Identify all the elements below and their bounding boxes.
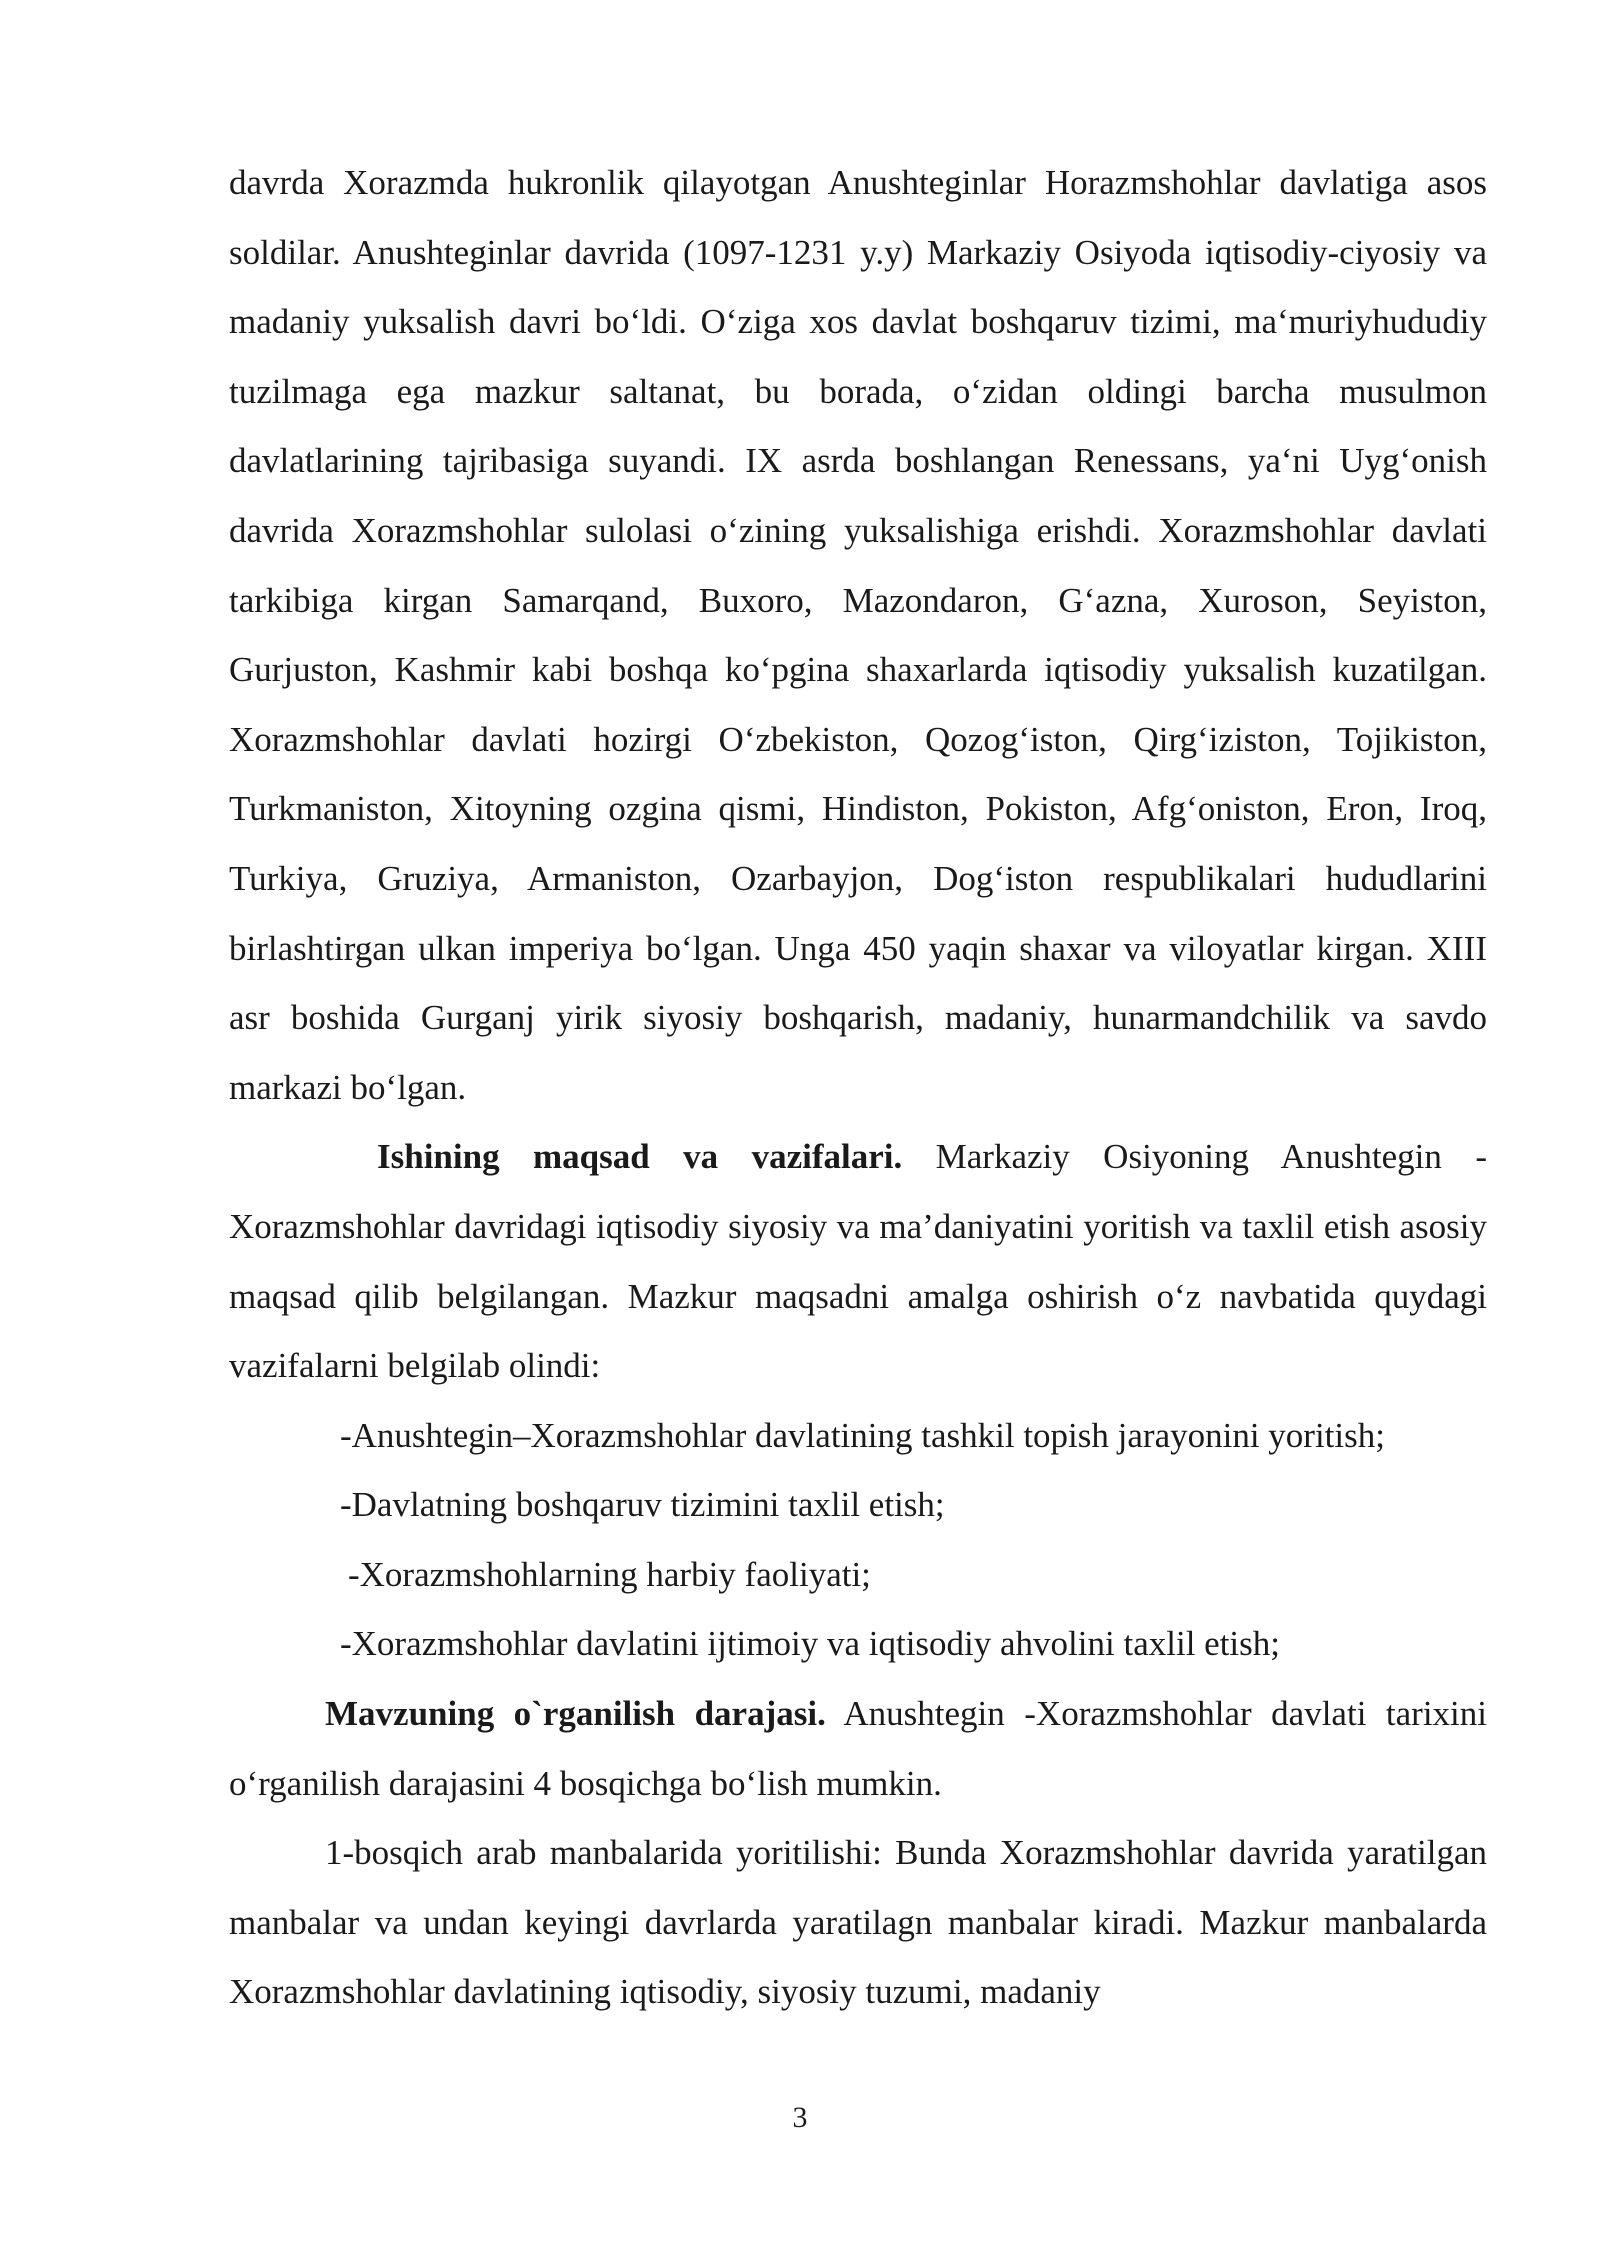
list-item: -Anushtegin–Xorazmshohlar davlatining tashkil topish jarayonini yoritish; [340,1415,1385,1455]
goals-paragraph [229,1122,1487,1400]
stage1-paragraph: 1-bosqich arab manbalarida yoritilishi: Bunda Xorazmshohlar davrida yaratilgan manbalar va undan keyingi davrlarda yaratilagn manbalar kiradi. Mazkur manbalarda Xorazmshohlar davlatining iqtisodiy, siyosiy tuzumi, madaniy [229,1833,1487,2012]
study-text: Anushtegin -Xorazmshohlar davlati tarixini o‘rganilish darajasini 4 bosqichga bo‘lish mumkin. [229,1694,1487,1803]
page-number: 3 [792,2101,808,2134]
list-item: -Xorazmshohlarning harbiy faoliyati; [348,1554,871,1594]
page-body [229,148,1487,2027]
tasks-list [229,1401,1487,1679]
list-item: -Xorazmshohlar davlatini ijtimoiy va iqtisodiy ahvolini taxlil etish; [340,1624,1280,1664]
goals-text: Markaziy Osiyoning Anushtegin -Xorazmshohlar davridagi iqtisodiy siyosiy va ma’daniyatini yoritish va taxlil etish asosiy maqsad qilib belgilangan. Mazkur maqsadni amalga oshirish o‘z navbatida quydagi vazifalarni belgilab olindi: [229,1137,1487,1386]
intro-paragraph: davrda Xorazmda hukronlik qilayotgan Anushteginlar Horazmshohlar davlatiga asos soldilar. Anushteginlar davrida (1097-1231 y.y) Markaziy Osiyoda iqtisodiy-ciyosiy va madaniy yuksalish davri bo‘ldi. O‘ziga xos davlat boshqaruv tizimi, ma‘muriyhududiy tuzilmaga ega mazkur saltanat, bu borada, o‘zidan oldingi barcha musulmon davlatlarining tajribasiga suyandi. IX asrda boshlangan Renessans, ya‘ni Uyg‘onish davrida Xorazmshohlar sulolasi o‘zining yuksalishiga erishdi. Xorazmshohlar davlati tarkibiga kirgan Samarqand, Buxoro, Mazondaron, G‘azna, Xuroson, Seyiston, Gurjuston, Kashmir kabi boshqa ko‘pgina shaxarlarda iqtisodiy yuksalish kuzatilgan. Xorazmshohlar davlati hozirgi O‘zbekiston, Qozog‘iston, Qirg‘iziston, Tojikiston, Turkmaniston, Xitoyning ozgina qismi, Hindiston, Pokiston, Afg‘oniston, Eron, Iroq, Turkiya, Gruziya, Armaniston, Ozarbayjon, Dog‘iston respublikalari hududlarini birlashtirgan ulkan imperiya bo‘lgan. Unga 450 yaqin shaxar va viloyatlar kirgan. XIII asr boshida Gurganj yirik siyosiy boshqarish, madaniy, hunarmandchilik va savdo markazi bo‘lgan. [229,163,1487,1107]
goals-heading: Ishining maqsad va vazifalari. [377,1137,903,1177]
list-item: -Davlatning boshqaruv tizimini taxlil etish; [340,1485,945,1525]
study-heading: Mavzuning o`rganilish darajasi. [325,1694,826,1734]
study-paragraph [229,1679,1487,1818]
